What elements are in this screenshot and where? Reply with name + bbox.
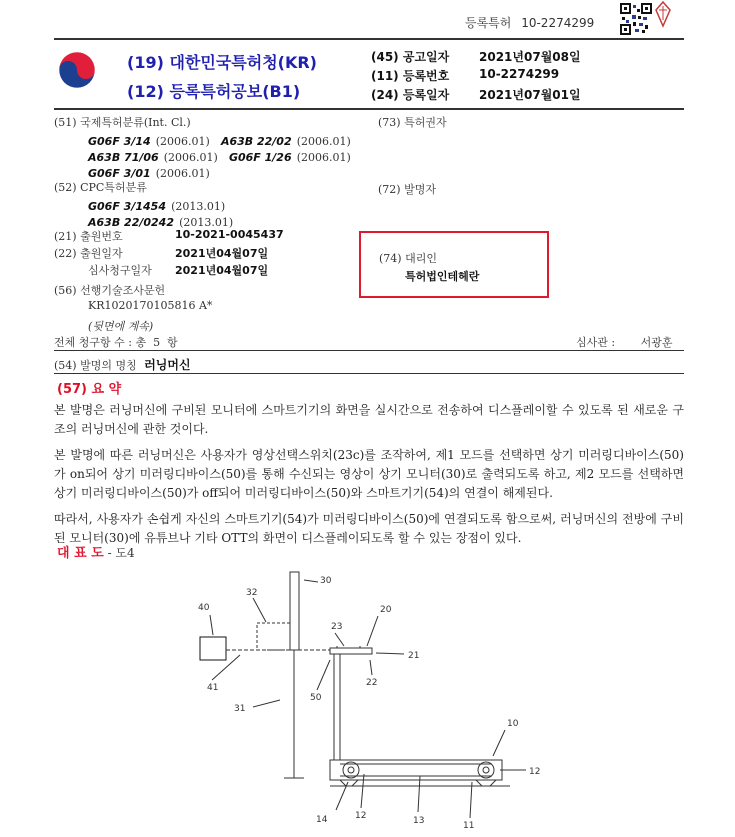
ref-label-12: 12	[355, 811, 367, 821]
ipc-version: (2006.01)	[296, 151, 351, 164]
cpc-label: (52) CPC특허분류	[54, 181, 147, 194]
taegeuk-logo-icon	[57, 50, 97, 90]
page-header	[465, 14, 594, 31]
exam-date: 2021년04월07일	[175, 264, 269, 277]
ipc-code: G06F 1/26	[228, 151, 292, 164]
ref-label-23: 23	[331, 622, 343, 632]
ref-label-30: 30	[320, 576, 332, 586]
cpc-code: A63B 22/0242	[88, 216, 174, 229]
exam-date-label: 심사청구일자	[88, 264, 152, 277]
ref-label-13: 13	[413, 816, 425, 826]
ipc-version: (2006.01)	[155, 135, 210, 148]
reg-no: 10-2274299	[479, 67, 560, 81]
reg-no-label: (11) 등록번호	[371, 69, 450, 83]
screen-32	[257, 623, 290, 650]
ref-label-21: 21	[408, 651, 420, 661]
examiner-label: 심사관 :	[576, 336, 616, 349]
examiner-row	[576, 334, 672, 350]
invention-title-label: (54) 발명의 명칭	[54, 359, 137, 372]
publication-type: (12) 등록특허공보(B1)	[127, 82, 301, 101]
cpc-version: (2013.01)	[171, 200, 226, 213]
reg-date: 2021년07월01일	[479, 88, 581, 102]
reg-date-label: (24) 등록일자	[371, 88, 450, 102]
title-rule	[54, 108, 684, 110]
cpc-code: G06F 3/1454	[88, 200, 166, 213]
app-no-label: (21) 출원번호	[54, 230, 123, 243]
header-reg-no: 10-2274299	[521, 16, 595, 30]
ipc-code: A63B 22/02	[220, 135, 292, 148]
agent-label: (74) 대리인	[379, 252, 437, 265]
console-20	[330, 648, 372, 654]
abstract-paragraph: 본 발명에 따른 러닝머신은 사용자가 영상선택스위치(23c)를 조작하여, 제1 모드를 선택하면 상기 미러링디바이스(50)가 on되어 상기 미러링디바이스(50)를 통해 수신되는 영상이 상기 모니터(30)로 출력되도록 하고, 제2 모드를 선택하면 상기 미러링디바이스(50)가 off되어 미러링디바이스(50)와 스마트기기(54)의 연결이 해제된다.	[54, 448, 684, 500]
agent-name: 특허법인테헤란	[405, 270, 480, 283]
ipc-version: (2006.01)	[296, 135, 351, 148]
abstract-paragraph: 따라서, 사용자가 손쉽게 자신의 스마트기기(54)가 미러링디바이스(50)에 연결되도록 함으로써, 러닝머신의 전방에 구비된 모니터(30)에 유튜브나 기타 OTT의 화면이 디스플레이되도록 할 수 있는 장점이 있다.	[54, 512, 684, 545]
examiner-name: 서광훈	[640, 336, 673, 349]
claims-total: 전체 청구항 수 : 총 5 항	[54, 336, 178, 349]
invention-title: 러닝머신	[144, 358, 191, 372]
ref-label-11: 11	[463, 821, 475, 831]
pub-date: 2021년07월08일	[479, 50, 581, 64]
representative-figure	[57, 542, 135, 561]
ref-label-50: 50	[310, 693, 322, 703]
ref-label-20: 20	[380, 605, 392, 615]
patentee-label: (73) 특허권자	[378, 116, 447, 129]
ref-label-22: 22	[366, 678, 378, 688]
pub-date-row	[371, 48, 449, 65]
ipc-code: A63B 71/06	[88, 151, 159, 164]
claims-rule	[54, 350, 684, 351]
abstract-heading: (57) 요 약	[57, 382, 122, 397]
treadmill-drawing	[0, 560, 735, 837]
rep-figure-value: - 도4	[107, 546, 135, 560]
ref-label-10: 10	[507, 719, 519, 729]
abstract-body	[54, 401, 684, 548]
pub-date-label: (45) 공고일자	[371, 50, 450, 64]
prior-art: KR1020170105816 A*	[88, 299, 213, 312]
header-reg-label: 등록특허	[465, 16, 512, 30]
invention-rule	[54, 373, 684, 374]
ref-label-40: 40	[198, 603, 210, 613]
ipc-version: (2006.01)	[155, 167, 210, 180]
prior-art-label: (56) 선행기술조사문헌	[54, 284, 166, 297]
ref-label-12: 12	[529, 767, 541, 777]
app-date: 2021년04월07일	[175, 247, 269, 260]
ipc-code: G06F 3/01	[88, 167, 151, 180]
kipo-seal-icon	[654, 0, 672, 28]
app-date-label: (22) 출원일자	[54, 247, 123, 260]
ipc-code: G06F 3/14	[88, 135, 151, 148]
qr-code-icon	[620, 3, 652, 35]
abstract-paragraph: 본 발명은 러닝머신에 구비된 모니터에 스마트기기의 화면을 실시간으로 전송하여 디스플레이할 수 있도록 된 새로운 구조의 러닝머신에 관한 것이다.	[54, 403, 684, 436]
header-rule	[54, 38, 684, 40]
cpc-version: (2013.01)	[179, 216, 234, 229]
ipc-label: (51) 국제특허분류(Int. Cl.)	[54, 116, 191, 129]
ref-label-31: 31	[234, 704, 246, 714]
ref-label-32: 32	[246, 588, 258, 598]
issuing-office: (19) 대한민국특허청(KR)	[127, 53, 317, 72]
app-no: 10-2021-0045437	[175, 228, 284, 241]
monitor-30	[290, 572, 299, 650]
continued-note: (뒷면에 계속)	[88, 320, 154, 333]
device-40	[200, 637, 226, 660]
invention-title-row	[54, 356, 191, 373]
rep-figure-label: 대 표 도	[57, 546, 104, 561]
ipc-version: (2006.01)	[163, 151, 218, 164]
ref-label-14: 14	[316, 815, 328, 825]
ref-label-41: 41	[207, 683, 219, 693]
inventor-label: (72) 발명자	[378, 183, 436, 196]
